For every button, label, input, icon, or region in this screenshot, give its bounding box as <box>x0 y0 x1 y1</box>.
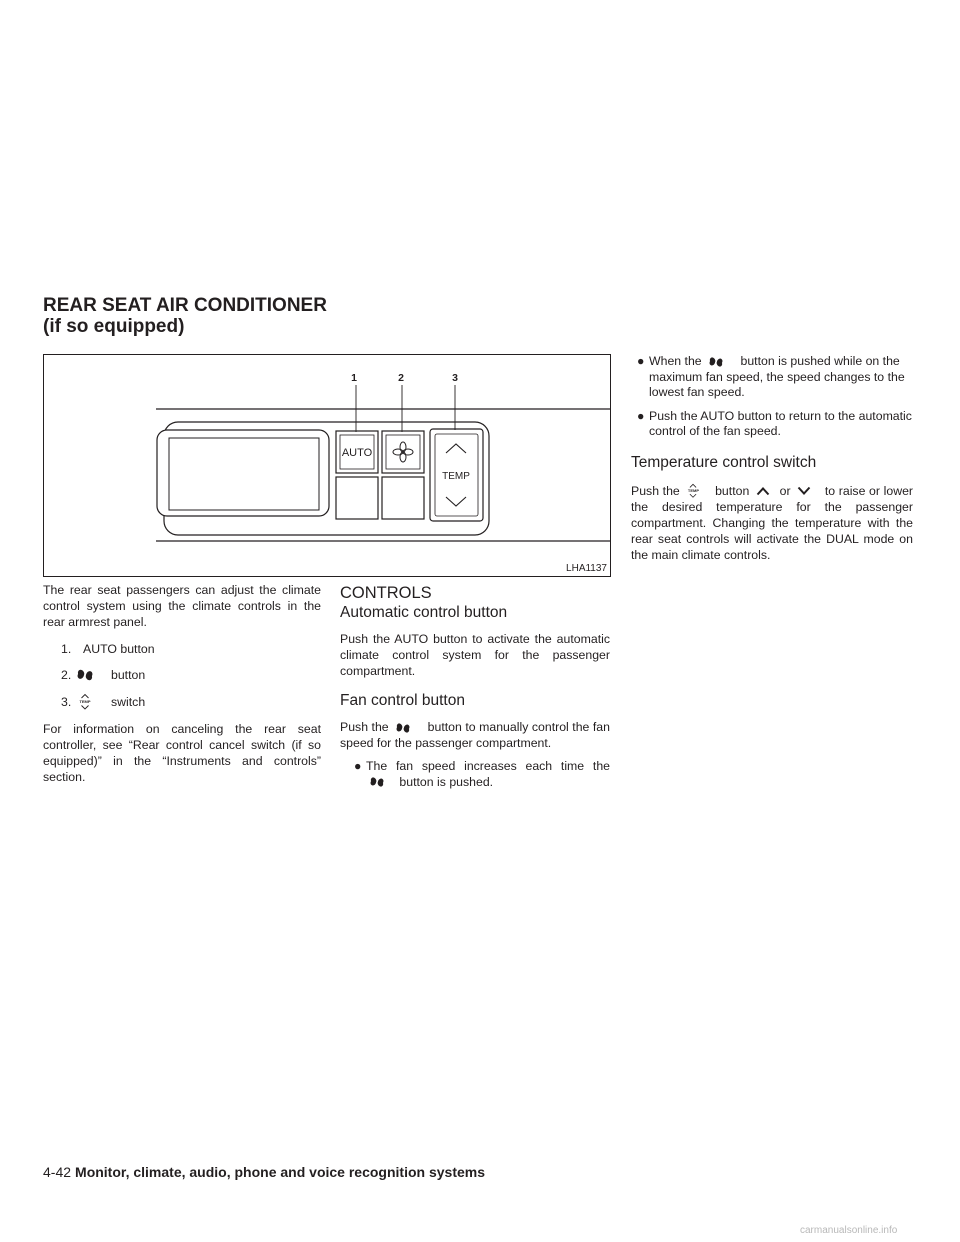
down-arrow-icon <box>797 486 811 496</box>
temp-text-mid2: or <box>779 483 791 498</box>
list-num: 1. <box>61 641 72 656</box>
list-item <box>61 661 321 688</box>
figure-code: LHA1137 <box>566 563 607 574</box>
list-num: 2. <box>61 667 72 682</box>
list-num: 3. <box>61 694 72 709</box>
page-number: 4-42 <box>43 1164 72 1180</box>
bullet3-text: Push the AUTO button to return to the automatic control of the fan speed. <box>649 408 912 438</box>
intro-paragraph: The rear seat passengers can adjust the climate control system using the climate controls in the rear armrest panel. <box>43 583 321 629</box>
auto-paragraph: Push the AUTO button to activate the automatic climate control system for the passenger compartment. <box>340 632 610 678</box>
temp-text-mid1: button <box>715 483 750 498</box>
fan-text-pre: Push the <box>340 720 389 734</box>
temp-icon <box>685 483 701 499</box>
footer-title: Monitor, climate, audio, phone and voice recognition systems <box>75 1164 485 1180</box>
callout-1: 1 <box>351 372 357 384</box>
temp-icon <box>77 693 93 711</box>
bullet2-pre: When the <box>649 354 702 368</box>
fan-icon <box>370 775 384 789</box>
fan-bullet-2 <box>637 354 913 401</box>
bullet-dot: ● <box>637 354 645 368</box>
list-text: AUTO button <box>83 641 155 656</box>
left-column <box>43 582 321 785</box>
fan-icon <box>709 355 723 369</box>
page-footer <box>43 1164 485 1180</box>
bullet1-post: button is pushed. <box>399 774 494 789</box>
list-item <box>61 688 321 715</box>
section-title: REAR SEAT AIR CONDITIONER (if so equipped) <box>43 295 327 337</box>
auto-button-label: AUTO <box>341 447 373 459</box>
temp-heading: Temperature control switch <box>631 453 817 471</box>
temp-paragraph <box>631 483 913 564</box>
temp-text-post: to raise or lower the desired temperature for the passenger compartment. Changing the temperature with the rear seat controls will activate the DUAL mode on the main climate controls. <box>631 483 914 563</box>
right-column <box>631 354 914 563</box>
fan-heading: Fan control button <box>340 692 465 709</box>
fan-paragraph <box>340 719 610 751</box>
temp-icon-label: TEMP <box>687 488 699 494</box>
bullet-dot: ● <box>354 759 362 773</box>
list-item <box>61 636 321 661</box>
up-arrow-icon <box>756 486 770 496</box>
controls-heading: CONTROLS <box>340 584 432 602</box>
temp-switch-label: TEMP <box>442 471 470 482</box>
watermark: carmanualsonline.info <box>800 1225 898 1236</box>
temp-text-pre: Push the <box>631 483 680 498</box>
cancel-info-paragraph: For information on canceling the rear seat controller, see “Rear control cancel switch (if so equipped)” in the “Instruments and controls” section. <box>43 722 321 784</box>
list-text: button <box>111 667 146 682</box>
fan-bullet-3 <box>637 409 913 440</box>
armrest-control-panel-illustration <box>44 355 610 576</box>
fan-icon <box>77 667 93 683</box>
bullet1-pre: The fan speed increases each time the <box>366 759 610 773</box>
control-panel-figure <box>43 354 611 577</box>
fan-text-post: button to manually control the fan speed for the passenger compartment. <box>340 720 610 750</box>
fan-icon <box>396 721 410 735</box>
temp-icon-label: TEMP <box>79 698 91 704</box>
bullet2-post: button is pushed while on the maximum fan speed, the speed changes to the lowest fan speed. <box>649 354 905 399</box>
bullet-dot: ● <box>637 408 645 423</box>
middle-column <box>340 582 610 790</box>
callout-2: 2 <box>398 372 404 384</box>
fan-bullet-1 <box>340 759 610 790</box>
callout-3: 3 <box>452 372 458 384</box>
auto-heading: Automatic control button <box>340 604 508 621</box>
list-text: switch <box>111 694 146 709</box>
